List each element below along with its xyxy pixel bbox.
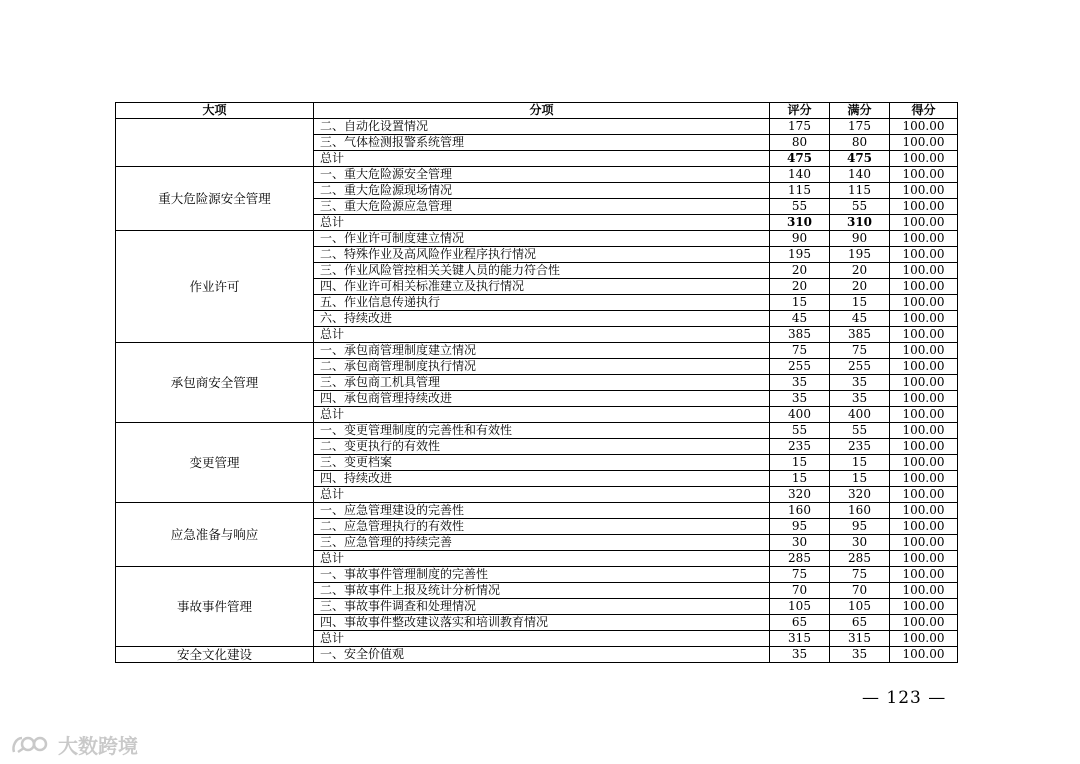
full-score-cell: 105 (830, 599, 890, 615)
header-got-score: 得分 (890, 103, 958, 119)
item-cell: 二、变更执行的有效性 (314, 439, 770, 455)
got-score-cell: 100.00 (890, 183, 958, 199)
full-score-cell: 320 (830, 487, 890, 503)
got-score-cell: 100.00 (890, 215, 958, 231)
score-cell: 105 (770, 599, 830, 615)
full-score-cell: 255 (830, 359, 890, 375)
item-cell: 一、应急管理建设的完善性 (314, 503, 770, 519)
got-score-cell: 100.00 (890, 343, 958, 359)
table-row (116, 503, 958, 519)
item-cell: 三、作业风险管控相关关键人员的能力符合性 (314, 263, 770, 279)
score-cell: 475 (770, 151, 830, 167)
item-cell: 二、应急管理执行的有效性 (314, 519, 770, 535)
got-score-cell: 100.00 (890, 487, 958, 503)
full-score-cell: 175 (830, 119, 890, 135)
score-cell: 315 (770, 631, 830, 647)
score-cell: 45 (770, 311, 830, 327)
score-cell: 320 (770, 487, 830, 503)
got-score-cell: 100.00 (890, 375, 958, 391)
item-cell: 六、持续改进 (314, 311, 770, 327)
full-score-cell: 30 (830, 535, 890, 551)
got-score-cell: 100.00 (890, 471, 958, 487)
got-score-cell: 100.00 (890, 391, 958, 407)
got-score-cell: 100.00 (890, 247, 958, 263)
got-score-cell: 100.00 (890, 263, 958, 279)
table-row (116, 647, 958, 663)
table-row (116, 343, 958, 359)
score-cell: 235 (770, 439, 830, 455)
score-cell: 95 (770, 519, 830, 535)
item-cell: 总计 (314, 407, 770, 423)
item-cell: 总计 (314, 551, 770, 567)
full-score-cell: 95 (830, 519, 890, 535)
full-score-cell: 65 (830, 615, 890, 631)
category-cell: 应急准备与响应 (116, 503, 314, 567)
score-cell: 310 (770, 215, 830, 231)
item-cell: 二、自动化设置情况 (314, 119, 770, 135)
table-row (116, 231, 958, 247)
full-score-cell: 160 (830, 503, 890, 519)
score-cell: 20 (770, 279, 830, 295)
score-cell: 35 (770, 375, 830, 391)
score-table-container (115, 102, 957, 663)
brand-logo-icon (10, 734, 54, 756)
score-cell: 160 (770, 503, 830, 519)
table-header-row (116, 103, 958, 119)
got-score-cell: 100.00 (890, 423, 958, 439)
score-cell: 175 (770, 119, 830, 135)
score-cell: 15 (770, 455, 830, 471)
score-cell: 80 (770, 135, 830, 151)
header-item: 分项 (314, 103, 770, 119)
item-cell: 一、安全价值观 (314, 647, 770, 663)
got-score-cell: 100.00 (890, 615, 958, 631)
full-score-cell: 45 (830, 311, 890, 327)
full-score-cell: 20 (830, 279, 890, 295)
category-cell: 重大危险源安全管理 (116, 167, 314, 231)
got-score-cell: 100.00 (890, 439, 958, 455)
category-cell: 承包商安全管理 (116, 343, 314, 423)
score-cell: 30 (770, 535, 830, 551)
item-cell: 二、特殊作业及高风险作业程序执行情况 (314, 247, 770, 263)
full-score-cell: 15 (830, 455, 890, 471)
table-row (116, 567, 958, 583)
item-cell: 总计 (314, 327, 770, 343)
full-score-cell: 285 (830, 551, 890, 567)
score-cell: 35 (770, 391, 830, 407)
got-score-cell: 100.00 (890, 631, 958, 647)
score-cell: 115 (770, 183, 830, 199)
full-score-cell: 35 (830, 391, 890, 407)
full-score-cell: 70 (830, 583, 890, 599)
item-cell: 三、事故事件调查和处理情况 (314, 599, 770, 615)
item-cell: 四、持续改进 (314, 471, 770, 487)
got-score-cell: 100.00 (890, 535, 958, 551)
got-score-cell: 100.00 (890, 519, 958, 535)
full-score-cell: 310 (830, 215, 890, 231)
item-cell: 二、承包商管理制度执行情况 (314, 359, 770, 375)
got-score-cell: 100.00 (890, 119, 958, 135)
full-score-cell: 80 (830, 135, 890, 151)
full-score-cell: 35 (830, 375, 890, 391)
page-number: — 123 — (862, 688, 947, 708)
table-body (116, 119, 958, 663)
item-cell: 一、承包商管理制度建立情况 (314, 343, 770, 359)
score-cell: 65 (770, 615, 830, 631)
full-score-cell: 140 (830, 167, 890, 183)
item-cell: 一、变更管理制度的完善性和有效性 (314, 423, 770, 439)
item-cell: 四、承包商管理持续改进 (314, 391, 770, 407)
got-score-cell: 100.00 (890, 199, 958, 215)
full-score-cell: 385 (830, 327, 890, 343)
watermark (10, 730, 138, 759)
item-cell: 总计 (314, 215, 770, 231)
full-score-cell: 115 (830, 183, 890, 199)
item-cell: 一、事故事件管理制度的完善性 (314, 567, 770, 583)
score-cell: 195 (770, 247, 830, 263)
item-cell: 二、重大危险源现场情况 (314, 183, 770, 199)
table-row (116, 167, 958, 183)
got-score-cell: 100.00 (890, 599, 958, 615)
category-cell: 作业许可 (116, 231, 314, 343)
item-cell: 三、重大危险源应急管理 (314, 199, 770, 215)
score-cell: 140 (770, 167, 830, 183)
score-cell: 75 (770, 567, 830, 583)
item-cell: 四、作业许可相关标准建立及执行情况 (314, 279, 770, 295)
score-cell: 15 (770, 295, 830, 311)
item-cell: 一、作业许可制度建立情况 (314, 231, 770, 247)
got-score-cell: 100.00 (890, 295, 958, 311)
full-score-cell: 20 (830, 263, 890, 279)
score-cell: 285 (770, 551, 830, 567)
score-cell: 55 (770, 199, 830, 215)
full-score-cell: 55 (830, 199, 890, 215)
score-cell: 55 (770, 423, 830, 439)
got-score-cell: 100.00 (890, 551, 958, 567)
full-score-cell: 475 (830, 151, 890, 167)
item-cell: 三、承包商工机具管理 (314, 375, 770, 391)
item-cell: 总计 (314, 487, 770, 503)
header-category: 大项 (116, 103, 314, 119)
score-cell: 385 (770, 327, 830, 343)
got-score-cell: 100.00 (890, 503, 958, 519)
category-cell: 事故事件管理 (116, 567, 314, 647)
got-score-cell: 100.00 (890, 455, 958, 471)
got-score-cell: 100.00 (890, 567, 958, 583)
full-score-cell: 90 (830, 231, 890, 247)
got-score-cell: 100.00 (890, 311, 958, 327)
got-score-cell: 100.00 (890, 231, 958, 247)
full-score-cell: 15 (830, 471, 890, 487)
full-score-cell: 75 (830, 343, 890, 359)
category-cell (116, 119, 314, 167)
full-score-cell: 195 (830, 247, 890, 263)
got-score-cell: 100.00 (890, 135, 958, 151)
score-cell: 255 (770, 359, 830, 375)
item-cell: 三、气体检测报警系统管理 (314, 135, 770, 151)
full-score-cell: 315 (830, 631, 890, 647)
watermark-text: 大数跨境 (58, 734, 138, 758)
score-cell: 75 (770, 343, 830, 359)
full-score-cell: 55 (830, 423, 890, 439)
item-cell: 三、应急管理的持续完善 (314, 535, 770, 551)
got-score-cell: 100.00 (890, 279, 958, 295)
item-cell: 四、事故事件整改建议落实和培训教育情况 (314, 615, 770, 631)
category-cell: 变更管理 (116, 423, 314, 503)
score-cell: 400 (770, 407, 830, 423)
full-score-cell: 400 (830, 407, 890, 423)
score-cell: 15 (770, 471, 830, 487)
full-score-cell: 15 (830, 295, 890, 311)
full-score-cell: 235 (830, 439, 890, 455)
item-cell: 三、变更档案 (314, 455, 770, 471)
item-cell: 总计 (314, 151, 770, 167)
score-table (115, 102, 958, 663)
header-full-score: 满分 (830, 103, 890, 119)
category-cell: 安全文化建设 (116, 647, 314, 663)
got-score-cell: 100.00 (890, 583, 958, 599)
full-score-cell: 75 (830, 567, 890, 583)
got-score-cell: 100.00 (890, 327, 958, 343)
full-score-cell: 35 (830, 647, 890, 663)
score-cell: 90 (770, 231, 830, 247)
got-score-cell: 100.00 (890, 151, 958, 167)
table-row (116, 119, 958, 135)
got-score-cell: 100.00 (890, 407, 958, 423)
table-row (116, 423, 958, 439)
got-score-cell: 100.00 (890, 359, 958, 375)
item-cell: 二、事故事件上报及统计分析情况 (314, 583, 770, 599)
item-cell: 总计 (314, 631, 770, 647)
header-score: 评分 (770, 103, 830, 119)
item-cell: 五、作业信息传递执行 (314, 295, 770, 311)
got-score-cell: 100.00 (890, 647, 958, 663)
score-cell: 35 (770, 647, 830, 663)
item-cell: 一、重大危险源安全管理 (314, 167, 770, 183)
score-cell: 70 (770, 583, 830, 599)
got-score-cell: 100.00 (890, 167, 958, 183)
score-cell: 20 (770, 263, 830, 279)
